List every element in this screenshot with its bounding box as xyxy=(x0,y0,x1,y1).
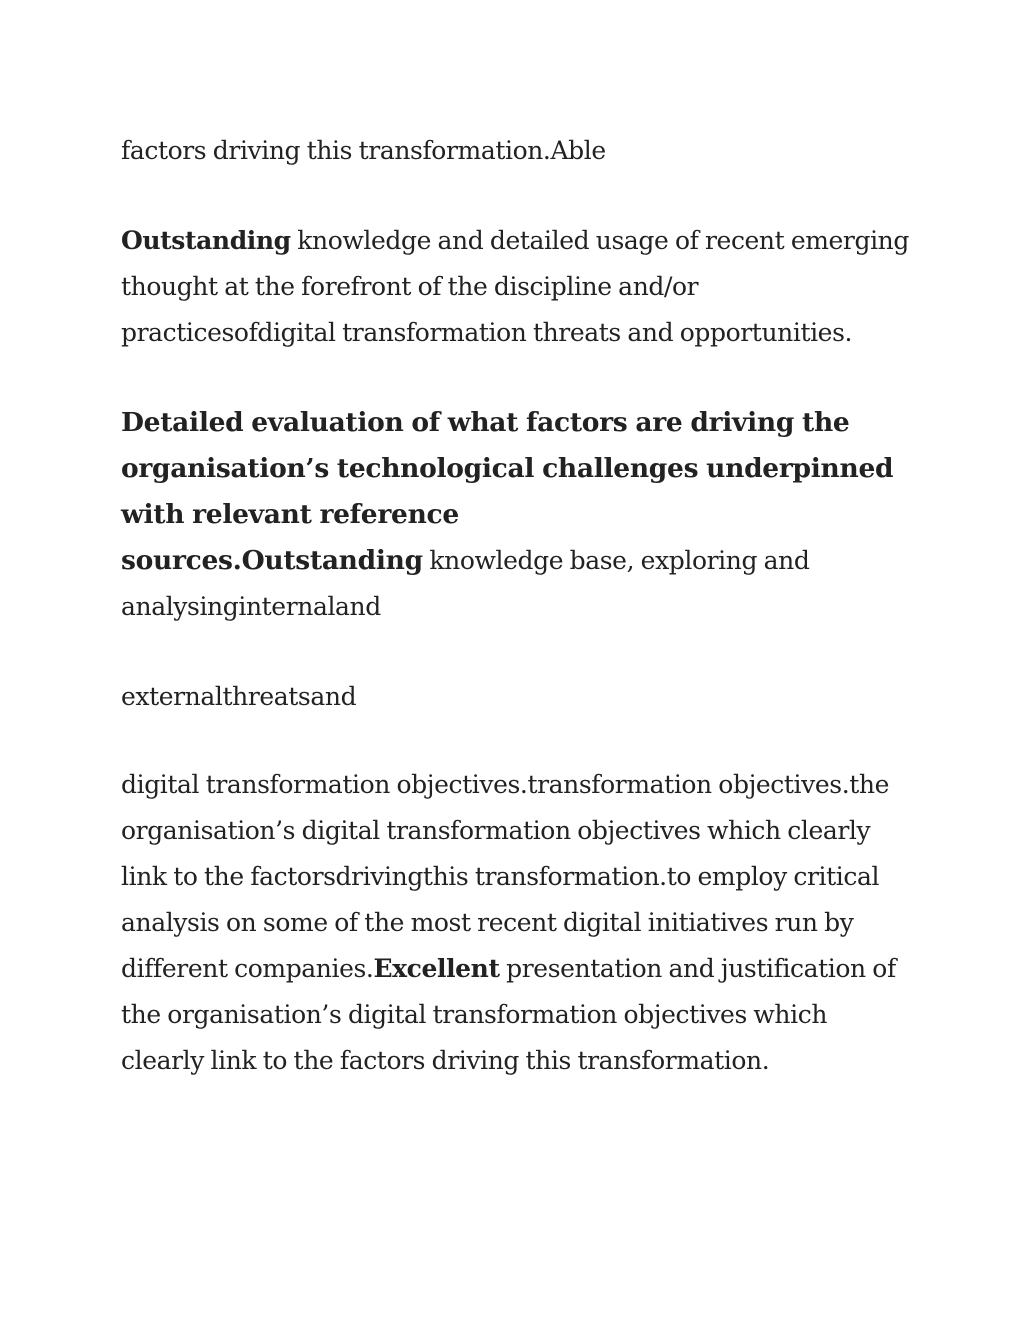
bold-mid-excellent: Excellent xyxy=(373,954,500,983)
paragraph-external-threats-text: externalthreatsand xyxy=(121,682,357,711)
paragraph-external-threats xyxy=(121,674,911,720)
document-page xyxy=(121,128,911,1128)
detailed-evaluation-heading: Detailed evaluation of what factors are driving the organisation’s technological challenges underpinned with relevant reference xyxy=(121,407,894,530)
paragraph-digital-objectives xyxy=(121,762,911,1084)
paragraph-intro xyxy=(121,128,911,174)
paragraph-digital-objectives-text-after: presentation and justification of the organisation’s digital transformation objectives which clearly link to the factors driving this transformation. xyxy=(121,954,896,1075)
paragraph-outstanding-knowledge xyxy=(121,218,911,356)
paragraph-intro-text: factors driving this transformation.Able xyxy=(121,136,606,165)
bold-lead-outstanding: Outstanding xyxy=(121,226,291,255)
paragraph-detailed-evaluation xyxy=(121,400,911,630)
paragraph-digital-objectives-text-before: digital transformation objectives.transformation objectives.the organisation’s digital transformation objectives which clearly link to the factorsdrivingthis transformation.to employ critical analysis on some of the most recent digital initiatives run by different companies. xyxy=(121,770,889,983)
bold-lead-sources-outstanding: sources.Outstanding xyxy=(121,545,423,576)
paragraph-outstanding-text: knowledge and detailed usage of recent emerging thought at the forefront of the discipline and/or practicesofdigital transformation threats and opportunities. xyxy=(121,226,909,347)
paragraph-knowledge-base-text: knowledge base, exploring and analysinginternaland xyxy=(121,546,810,621)
